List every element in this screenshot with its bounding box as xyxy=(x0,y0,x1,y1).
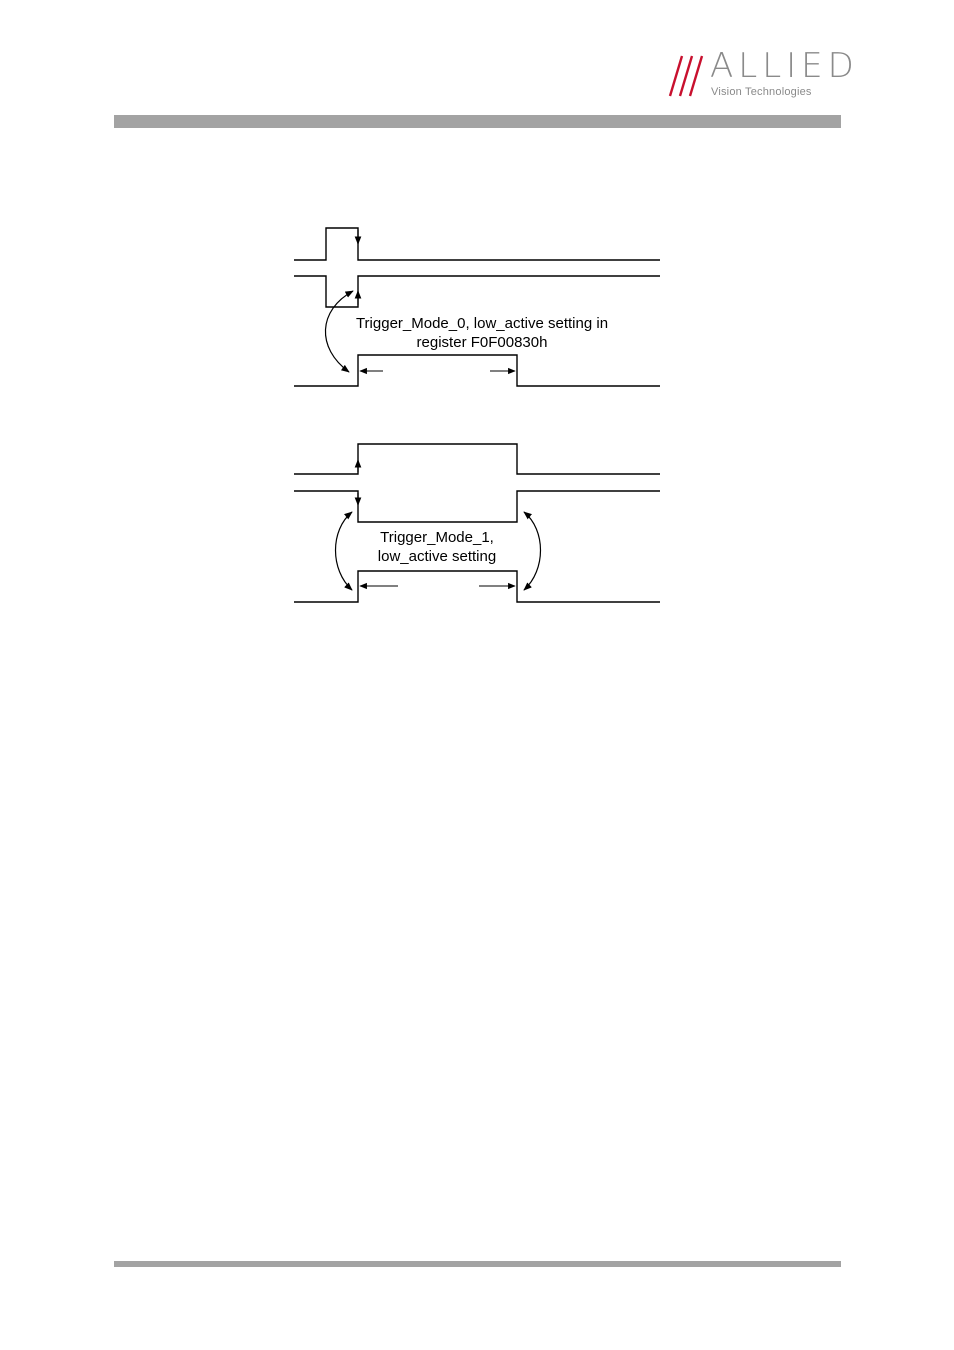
curved-arrow-left xyxy=(336,512,353,590)
footer-divider xyxy=(114,1261,841,1267)
label-mode0-line1: Trigger_Mode_0, low_active setting in xyxy=(355,315,609,332)
signal-trigger-high xyxy=(294,444,660,474)
curved-arrow-right xyxy=(524,512,541,590)
signal-trigger-low xyxy=(294,491,660,522)
signal-trigger-low xyxy=(294,276,660,307)
diagram-trigger-mode-0 xyxy=(294,228,660,386)
label-mode0-line2: register F0F00830h xyxy=(416,334,548,351)
diagram-trigger-mode-1 xyxy=(294,444,660,602)
brand-tagline: Vision Technologies xyxy=(711,86,812,98)
label-mode1-line2: low_active setting xyxy=(377,548,497,565)
label-mode1-line1: Trigger_Mode_1, xyxy=(380,529,494,546)
curved-arrow-left xyxy=(325,291,353,372)
brand-name: ALLIED xyxy=(710,46,859,86)
signal-trigger-high xyxy=(294,228,660,260)
signal-exposure xyxy=(294,355,660,386)
